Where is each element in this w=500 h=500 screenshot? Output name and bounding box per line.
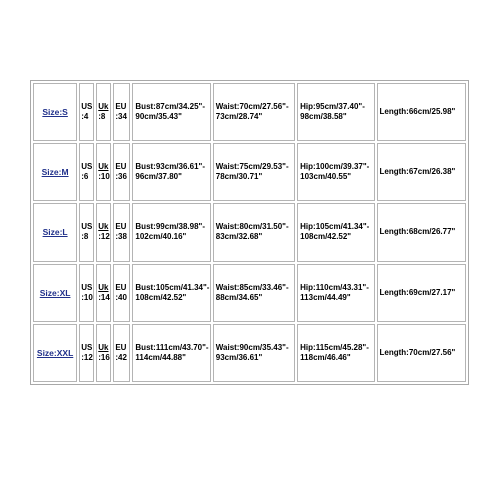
- bust-range-start: Bust:99cm/38.98"-: [135, 222, 206, 232]
- eu-value: :42: [115, 352, 127, 362]
- eu-size-cell: [113, 324, 130, 382]
- length-cell: Length:67cm/26.38": [377, 143, 466, 201]
- waist-range-end: 78cm/30.71": [215, 172, 263, 182]
- hip-cell: [297, 143, 374, 201]
- hip-range-end: 98cm/38.58": [300, 112, 347, 122]
- uk-value: :16: [98, 352, 110, 362]
- eu-label: EU: [115, 282, 127, 292]
- size-label: Size:XXL: [33, 324, 77, 382]
- length-cell: Length:68cm/26.77": [377, 203, 466, 261]
- table-row-size-l: [33, 203, 466, 261]
- size-chart-table: [30, 80, 469, 385]
- uk-value: :12: [98, 232, 110, 242]
- eu-size-cell: [113, 264, 130, 322]
- us-value: :4: [81, 112, 89, 122]
- hip-range-start: Hip:115cm/45.28"-: [300, 342, 369, 352]
- uk-label: Uk: [98, 162, 109, 172]
- hip-range-end: 103cm/40.55": [300, 172, 352, 182]
- us-label: US: [81, 102, 93, 112]
- bust-range-end: 90cm/35.43": [135, 112, 182, 122]
- bust-cell: [132, 143, 210, 201]
- waist-range-start: Waist:70cm/27.56"-: [215, 102, 289, 112]
- us-label: US: [81, 342, 93, 352]
- uk-label: Uk: [98, 102, 109, 112]
- us-label: US: [81, 162, 93, 172]
- bust-cell: [132, 324, 210, 382]
- uk-size-cell: [96, 264, 111, 322]
- bust-range-end: 108cm/42.52": [135, 292, 187, 302]
- eu-size-cell: [113, 203, 130, 261]
- bust-range-end: 114cm/44.88": [135, 352, 186, 362]
- us-size-cell: [79, 264, 94, 322]
- eu-value: :34: [115, 112, 127, 122]
- eu-label: EU: [115, 342, 127, 352]
- hip-cell: [297, 203, 374, 261]
- uk-value: :8: [98, 112, 106, 122]
- table-row-size-m: [33, 143, 466, 201]
- bust-range-start: Bust:87cm/34.25"-: [135, 102, 206, 112]
- uk-label: Uk: [98, 282, 109, 292]
- eu-label: EU: [115, 102, 127, 112]
- bust-range-start: Bust:111cm/43.70"-: [135, 342, 209, 352]
- uk-size-cell: [96, 83, 111, 141]
- waist-range-start: Waist:85cm/33.46"-: [215, 282, 289, 292]
- hip-range-end: 118cm/46.46": [300, 352, 351, 362]
- length-cell: Length:69cm/27.17": [377, 264, 466, 322]
- uk-label: Uk: [98, 222, 109, 232]
- us-value: :10: [81, 292, 93, 302]
- eu-value: :36: [115, 172, 127, 182]
- hip-range-start: Hip:105cm/41.34"-: [300, 222, 370, 232]
- uk-value: :10: [98, 172, 110, 182]
- waist-cell: [213, 83, 295, 141]
- waist-cell: [213, 324, 295, 382]
- uk-label: Uk: [98, 342, 109, 352]
- bust-range-start: Bust:93cm/36.61"-: [135, 162, 206, 172]
- us-size-cell: [79, 143, 94, 201]
- bust-range-end: 96cm/37.80": [135, 172, 182, 182]
- hip-range-end: 113cm/44.49": [300, 292, 351, 302]
- us-size-cell: [79, 324, 94, 382]
- size-label: Size:XL: [33, 264, 77, 322]
- eu-size-cell: [113, 143, 130, 201]
- bust-range-end: 102cm/40.16": [135, 232, 187, 242]
- waist-cell: [213, 264, 295, 322]
- uk-size-cell: [96, 143, 111, 201]
- bust-cell: [132, 264, 210, 322]
- hip-cell: [297, 83, 374, 141]
- bust-range-start: Bust:105cm/41.34"-: [135, 282, 210, 292]
- us-value: :12: [81, 352, 93, 362]
- waist-cell: [213, 203, 295, 261]
- hip-range-start: Hip:100cm/39.37"-: [300, 162, 370, 172]
- eu-size-cell: [113, 83, 130, 141]
- uk-size-cell: [96, 324, 111, 382]
- table-row-size-xxl: [33, 324, 466, 382]
- us-value: :8: [81, 232, 89, 242]
- waist-range-start: Waist:75cm/29.53"-: [215, 162, 289, 172]
- hip-cell: [297, 324, 374, 382]
- waist-cell: [213, 143, 295, 201]
- waist-range-end: 93cm/36.61": [215, 352, 263, 362]
- size-label: Size:M: [33, 143, 77, 201]
- bust-cell: [132, 203, 210, 261]
- us-label: US: [81, 282, 93, 292]
- waist-range-start: Waist:80cm/31.50"-: [215, 222, 289, 232]
- uk-value: :14: [98, 292, 110, 302]
- uk-size-cell: [96, 203, 111, 261]
- bust-cell: [132, 83, 210, 141]
- waist-range-end: 83cm/32.68": [215, 232, 263, 242]
- us-label: US: [81, 222, 93, 232]
- hip-range-start: Hip:110cm/43.31"-: [300, 282, 369, 292]
- size-label: Size:L: [33, 203, 77, 261]
- eu-label: EU: [115, 162, 127, 172]
- eu-label: EU: [115, 222, 127, 232]
- hip-cell: [297, 264, 374, 322]
- eu-value: :38: [115, 232, 127, 242]
- waist-range-start: Waist:90cm/35.43"-: [215, 342, 289, 352]
- size-label: Size:S: [33, 83, 77, 141]
- table-row-size-xl: [33, 264, 466, 322]
- table-row-size-s: [33, 83, 466, 141]
- waist-range-end: 73cm/28.74": [215, 112, 263, 122]
- hip-range-start: Hip:95cm/37.40"-: [300, 102, 365, 112]
- eu-value: :40: [115, 292, 127, 302]
- us-value: :6: [81, 172, 89, 182]
- us-size-cell: [79, 83, 94, 141]
- hip-range-end: 108cm/42.52": [300, 232, 352, 242]
- us-size-cell: [79, 203, 94, 261]
- length-cell: Length:66cm/25.98": [377, 83, 466, 141]
- length-cell: Length:70cm/27.56": [377, 324, 466, 382]
- waist-range-end: 88cm/34.65": [215, 292, 263, 302]
